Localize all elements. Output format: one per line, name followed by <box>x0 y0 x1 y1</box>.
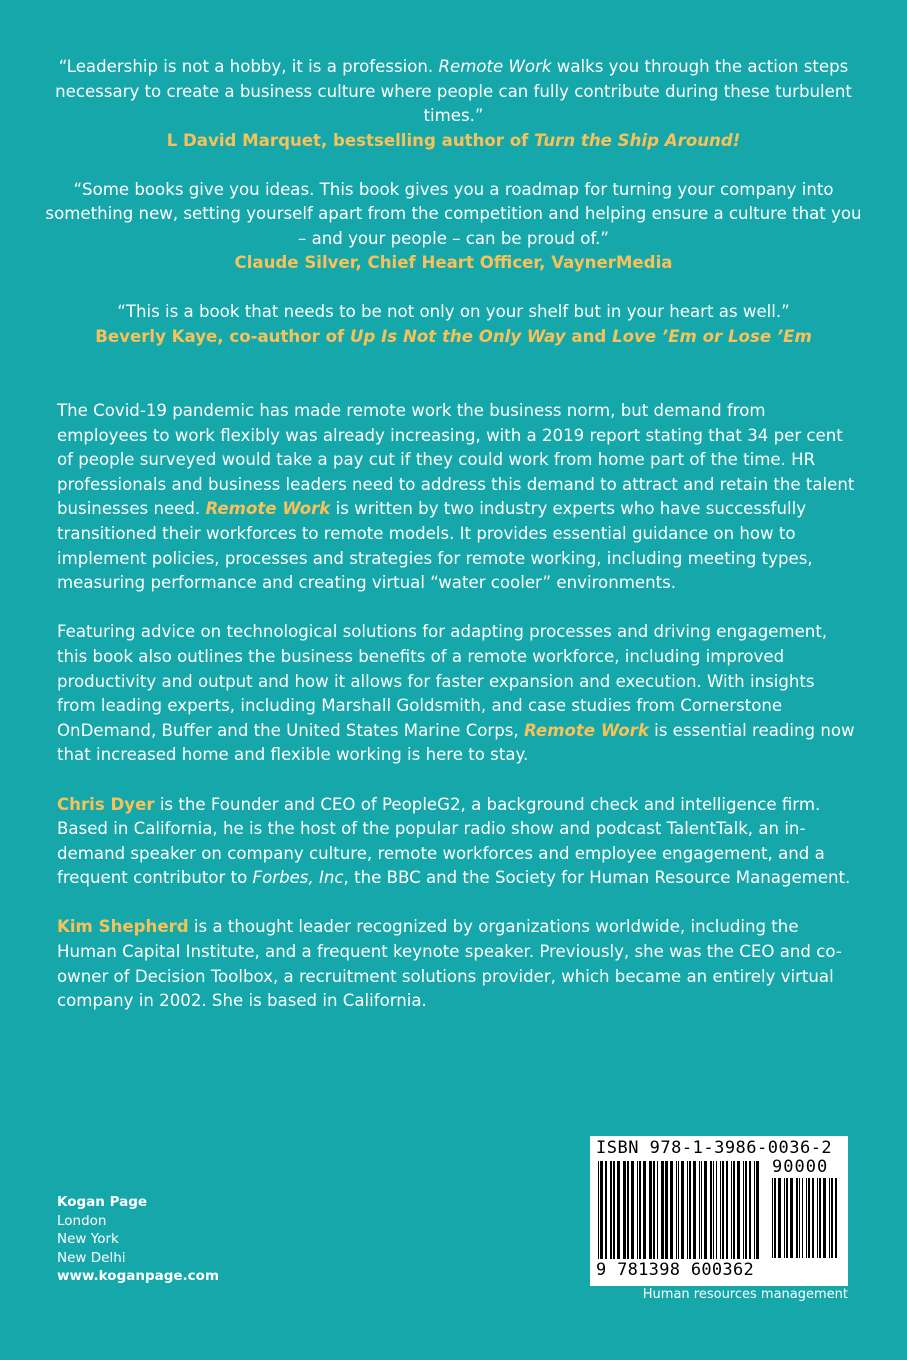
ean-digits: 9 781398 600362 <box>596 1260 755 1280</box>
book-description <box>57 399 857 1038</box>
publisher-city: New Delhi <box>57 1249 126 1266</box>
barcode-bar <box>756 1161 759 1259</box>
author-bio-dyer: Chris Dyer is the Founder and CEO of PeopleG2, a background check and intelligence firm. Based in California, he is the host of the popular radio show and podcast TalentTalk, an in-demand speaker on company culture, remote workforces and employee engagement, and a frequent contributor to Forbes, Inc, the BBC and the Society for Human Resource Management. <box>57 794 851 888</box>
quote-attribution: Claude Silver, Chief Heart Officer, VaynerMedia <box>234 253 673 272</box>
barcode-bar <box>819 1178 821 1258</box>
isbn-barcode <box>590 1136 848 1286</box>
description-paragraph-2: Featuring advice on technological solutions for adapting processes and driving engagement, this book also outlines the business benefits of a remote workforce, including improved productivity and output and how it allows for faster expansion and execution. With insights from leading experts, including Marshall Goldsmith, and case studies from Cornerstone OnDemand, Buffer and the United States Marine Corps, Remote Work is essential reading now that increased home and flexible working is here to stay. <box>57 622 855 765</box>
barcode-bar <box>786 1178 788 1258</box>
barcode-bar <box>774 1178 776 1258</box>
barcode-bar <box>657 1161 658 1259</box>
barcode-bar <box>681 1161 684 1259</box>
barcode-bar <box>831 1178 833 1258</box>
endorsement-kaye <box>40 300 867 349</box>
barcode-bar <box>823 1178 826 1258</box>
barcode-bar <box>693 1161 696 1259</box>
barcode-bar <box>627 1161 629 1259</box>
publisher-website: www.koganpage.com <box>57 1268 220 1285</box>
barcode-bar <box>643 1161 646 1259</box>
barcode-bar <box>610 1161 612 1259</box>
barcode-bar <box>605 1161 607 1259</box>
author-bio-shepherd: Kim Shepherd is a thought leader recognized by organizations worldwide, including the Human Capital Institute, and a frequent keynote speaker. Previously, she was the CEO and co-owner of Decision Toolbox, a recruitment solutions provider, which became an entirely virtual company in 2002. She is based in California. <box>57 917 842 1011</box>
author-name: Kim Shepherd <box>57 917 189 937</box>
barcode-bar <box>670 1161 673 1259</box>
description-paragraph-1: The Covid-19 pandemic has made remote work the business norm, but demand from employees to work flexibly was already increasing, with a 2019 report stating that 34 per cent of people surveyed would take a pay cut if they could work from home part of the time. HR professionals and business leaders need to address this demand to attract and retain the talent businesses need. Remote Work is written by two industry experts who have successfully transitioned their workforces to remote models. It provides essential guidance on how to implement policies, processes and strategies for remote working, including meeting types, measuring performance and creating virtual “water cooler” environments. <box>57 401 855 593</box>
barcode-bar <box>790 1178 793 1258</box>
quote-attribution: Beverly Kaye, co-author of Up Is Not the Only Way and Love ’Em or Lose ’Em <box>95 326 812 346</box>
barcode-bar <box>678 1161 679 1259</box>
barcode-bar <box>733 1161 735 1259</box>
publisher-city: London <box>57 1212 107 1229</box>
barcode-bar <box>720 1161 721 1259</box>
barcode-bar <box>784 1178 785 1258</box>
barcode-bar <box>754 1161 755 1259</box>
quote-attribution: L David Marquet, bestselling author of Turn the Ship Around! <box>166 130 741 150</box>
barcode-bar <box>829 1178 830 1258</box>
barcode-bar <box>778 1178 781 1258</box>
barcode-bar <box>749 1161 751 1259</box>
barcode-bar <box>806 1178 807 1258</box>
barcode-bar <box>687 1161 688 1259</box>
barcode-bar <box>637 1161 638 1259</box>
barcode-bar <box>631 1161 634 1259</box>
barcode-bar <box>598 1161 599 1259</box>
barcode-bar <box>817 1178 818 1258</box>
quote-text: “Leadership is not a hobby, it is a profession. Remote Work walks you through the action steps necessary to create a business culture where people can fully contribute during these turbulent times.” <box>55 57 852 125</box>
barcode-bar <box>689 1161 691 1259</box>
addon-barcode-bars <box>770 1178 842 1278</box>
author-name: Chris Dyer <box>57 794 155 814</box>
barcode-bar <box>737 1161 740 1259</box>
barcode-bar <box>613 1161 615 1259</box>
barcode-bar <box>676 1161 677 1259</box>
barcode-bars <box>596 1161 764 1263</box>
barcode-bar <box>812 1178 814 1258</box>
barcode-bar <box>731 1161 732 1259</box>
barcode-bar <box>639 1161 641 1259</box>
book-title-highlight: Remote Work <box>523 720 649 740</box>
barcode-bar <box>745 1161 747 1259</box>
barcode-bar <box>623 1161 626 1259</box>
barcode-bar <box>743 1161 744 1259</box>
publisher-name: Kogan Page <box>57 1194 148 1210</box>
barcode-bar <box>649 1161 652 1259</box>
subject-category: Human resources management <box>642 1287 848 1302</box>
barcode-bar <box>665 1161 668 1259</box>
barcode-bar <box>726 1161 728 1259</box>
endorsements <box>40 55 867 374</box>
barcode-bar <box>722 1161 724 1259</box>
barcode-bar <box>600 1161 603 1259</box>
quote-text: “This is a book that needs to be not only on your shelf but in your heart as well.” <box>117 302 790 321</box>
price-code: 90000 <box>772 1157 829 1177</box>
book-title-highlight: Remote Work <box>205 499 331 519</box>
endorsement-silver <box>40 178 867 276</box>
barcode-bar <box>617 1161 620 1259</box>
barcode-bar <box>701 1161 702 1259</box>
barcode-bar <box>796 1178 798 1258</box>
isbn-number: ISBN 978-1-3986-0036-2 <box>596 1138 833 1158</box>
barcode-bar <box>808 1178 810 1258</box>
barcode-bar <box>699 1161 700 1259</box>
barcode-bar <box>802 1178 803 1258</box>
barcode-bar <box>661 1161 664 1259</box>
barcode-bar <box>704 1161 707 1259</box>
barcode-bar <box>772 1178 773 1258</box>
barcode-bar <box>710 1161 712 1259</box>
endorsement-marquet <box>40 55 867 153</box>
barcode-bar <box>713 1161 714 1259</box>
quote-text: “Some books give you ideas. This book gives you a roadmap for turning your company into something new, setting yourself apart from the competition and helping ensure a culture that you – and your people – can be proud of.” <box>45 179 862 248</box>
barcode-bar <box>653 1161 655 1259</box>
publisher-block <box>57 1193 219 1286</box>
barcode-bar <box>835 1178 837 1258</box>
publisher-city: New York <box>57 1231 119 1248</box>
barcode-bar <box>799 1178 800 1258</box>
barcode-bar <box>716 1161 717 1259</box>
